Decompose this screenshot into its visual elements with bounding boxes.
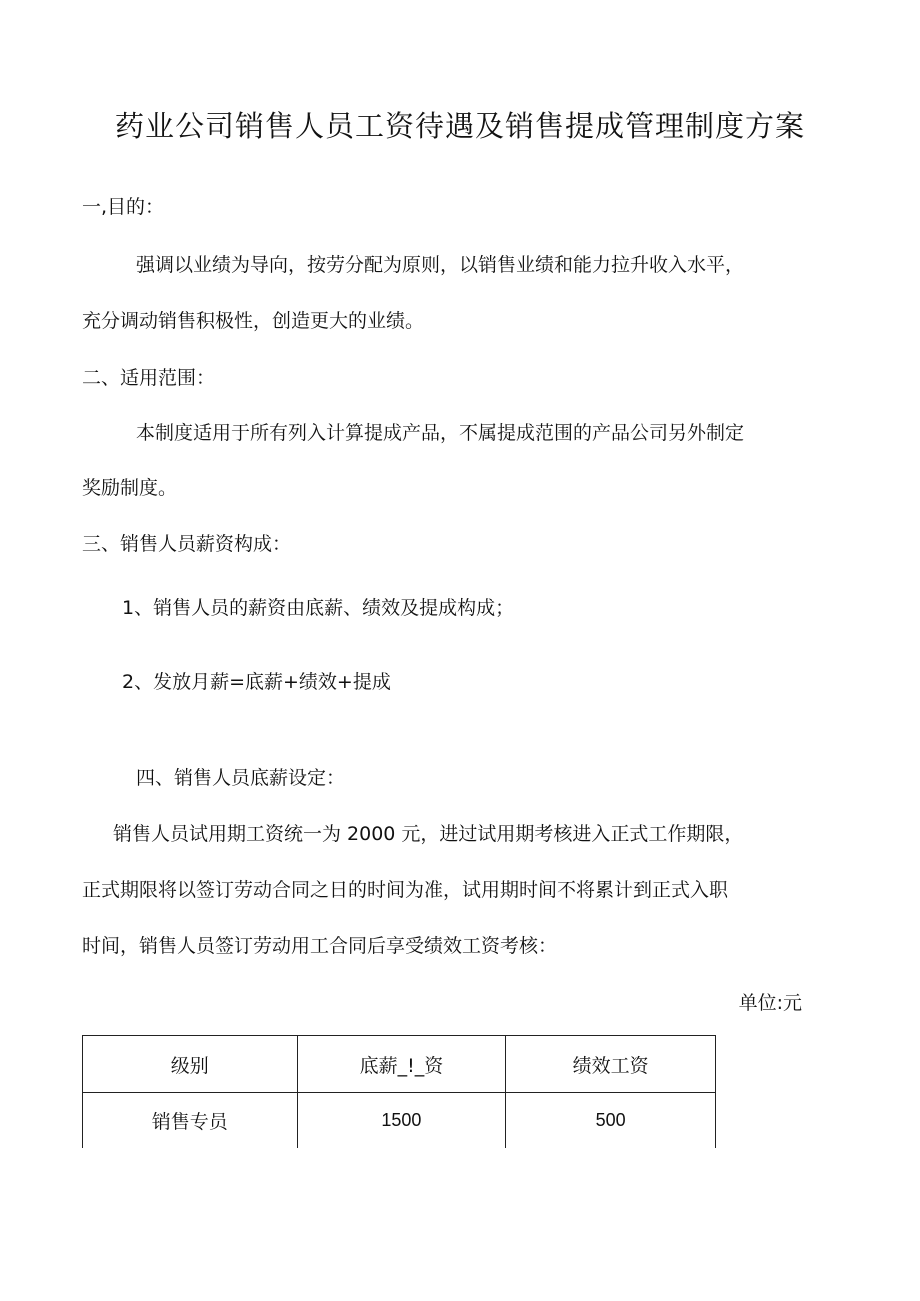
unit-label: 单位:元 <box>738 992 802 1014</box>
table-header-cell: 底薪_!_资 <box>297 1036 506 1093</box>
base-salary-paragraph-line-2: 正式期限将以签订劳动合同之日的时间为准，试用期时间不将累计到正式入职 <box>82 879 729 901</box>
table-row <box>83 1093 716 1149</box>
document-title: 药业公司销售人员工资待遇及销售提成管理制度方案 <box>114 109 805 143</box>
composition-item-1: 1、销售人员的薪资由底薪、绩效及提成构成； <box>122 597 515 619</box>
table-cell-base-salary: 1500 <box>297 1093 506 1149</box>
section-heading-composition: 三、销售人员薪资构成： <box>82 533 292 555</box>
section-heading-purpose: 一,目的： <box>82 196 165 218</box>
section-heading-scope: 二、适用范围： <box>82 367 216 389</box>
section-heading-base-salary: 四、销售人员底薪设定： <box>136 767 346 789</box>
table-cell-level: 销售专员 <box>83 1093 298 1149</box>
composition-item-2: 2、发放月薪=底薪+绩效+提成 <box>122 671 391 693</box>
table-header-row <box>83 1036 716 1093</box>
purpose-paragraph-line-1: 强调以业绩为导向，按劳分配为原则，以销售业绩和能力拉升收入水平， <box>136 254 745 276</box>
scope-paragraph-line-2: 奖励制度。 <box>82 477 178 499</box>
base-salary-table <box>82 1035 716 1148</box>
base-salary-paragraph-line-1: 销售人员试用期工资统一为 2000 元，进过试用期考核进入正式工作期限， <box>113 823 744 845</box>
scope-paragraph-line-1: 本制度适用于所有列入计算提成产品，不属提成范围的产品公司另外制定 <box>136 422 745 444</box>
base-salary-paragraph-line-3: 时间，销售人员签订劳动用工合同后享受绩效工资考核： <box>82 935 558 957</box>
purpose-paragraph-line-2: 充分调动销售积极性，创造更大的业绩。 <box>82 310 425 332</box>
table-header-cell: 级别 <box>83 1036 298 1093</box>
table-header-cell: 绩效工资 <box>506 1036 716 1093</box>
table-cell-performance-salary: 500 <box>506 1093 716 1149</box>
